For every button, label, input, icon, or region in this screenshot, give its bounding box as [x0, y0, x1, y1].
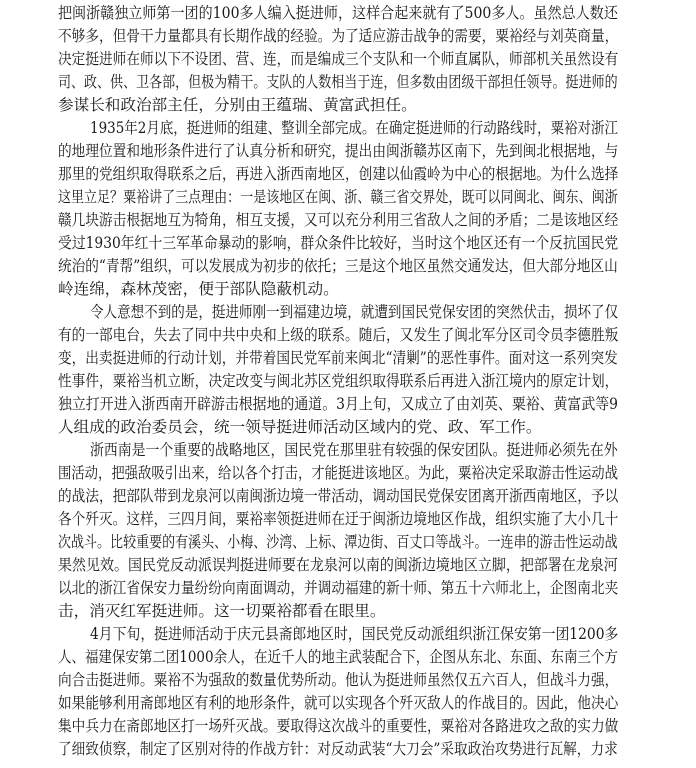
text-line: 司、政、供、卫各部，但极为精干。支队的人数相当于连，但多数由团级干部担任领导。挺进师的 — [58, 73, 618, 91]
text-line: 这里立足？粟裕讲了三点理由：一是该地区在闽、浙、赣三省交界处，既可以同闽北、闽东、闽浙 — [58, 188, 618, 206]
text-line: 以北的浙江省保安力量纷纷向南面调动，并调动福建的新十师、第五十六师北上，企图南北夹 — [58, 579, 619, 597]
text-line: 的地理位置和地形条件进行了认真分析和研究，提出由闽浙赣苏区南下，先到闽北根据地，与 — [58, 142, 619, 160]
text-line: 岭连绵，森林茂密，便于部队隐蔽机动。 — [58, 280, 339, 298]
text-line: 向合击挺进师。粟裕不为强敌的数量优势所动。他认为挺进师虽然仅五六百人，但战斗力强， — [58, 671, 619, 689]
text-line: 了细致侦察，制定了区别对待的作战方针：对反动武装“大刀会”采取政治攻势进行瓦解，力求 — [58, 740, 618, 758]
text-line: 的战法，把部队带到龙泉河以南闽浙边境一带活动，调动国民党保安团离开浙西南地区，予以 — [58, 487, 619, 505]
text-line: 4月下旬，挺进师活动于庆元县斋郎地区时，国民党反动派组织浙江保安第一团1200多 — [90, 625, 619, 643]
text-line: 独立打开进入浙西南开辟游击根据地的通道。3月上旬，又成立了由刘英、粟裕、黄富武等9 — [58, 395, 618, 413]
text-line: 受过1930年红十三军革命暴动的影响，群众条件比较好，当时这个地区还有一个反抗国民党 — [58, 234, 619, 252]
text-line: 次战斗。比较重要的有溪头、小梅、沙湾、上标、潭边街、百丈口等战斗。一连串的游击性运动战 — [58, 533, 618, 551]
text-line: 参谋长和政治部主任，分别由王蕴瑞、黄富武担任。 — [58, 96, 417, 114]
text-line: 不够多，但骨干力量都具有长期作战的经验。为了适应游击战争的需要，粟裕经与刘英商量， — [58, 27, 619, 45]
text-line: 人组成的政治委员会，统一领导挺进师活动区域内的党、政、军工作。 — [58, 418, 542, 436]
text-line: 有的一部电台，失去了同中共中央和上级的联系。随后，又发生了闽北军分区司令员李德胜叛 — [58, 326, 619, 344]
text-line: 击，消灭红军挺进师。这一切粟裕都看在眼里。 — [58, 602, 386, 620]
text-line: 1935年2月底，挺进师的组建、整训全部完成。在确定挺进师的行动路线时，粟裕对浙江 — [90, 119, 618, 137]
text-line: 性事件，粟裕当机立断，决定改变与闽北苏区党组织取得联系后再进入浙江境内的原定计划， — [58, 372, 619, 390]
text-line: 统治的“青帮”组织，可以发展成为初步的依托；三是这个地区虽然交通发达，但大部分地区山 — [58, 257, 618, 275]
text-line: 各个歼灭。这样，三四月间，粟裕率领挺进师在迂于闽浙边境地区作战，组织实施了大小几十 — [58, 510, 619, 528]
text-line: 围活动，把强敌吸引出来，给以各个打击，才能挺进该地区。为此，粟裕决定采取游击性运动战 — [58, 464, 618, 482]
text-line: 如果能够利用斋郎地区有利的地形条件，就可以实现各个歼灭敌人的作战目的。因此，他决心 — [58, 694, 619, 712]
text-line: 决定挺进师在师以下不设团、营、连，而是编成三个支队和一个师直属队，师部机关虽然设有 — [58, 50, 619, 68]
text-line: 人、福建保安第二团1000余人，在近千人的地主武装配合下，企图从东北、东面、东南三个方 — [58, 648, 618, 666]
text-line: 令人意想不到的是，挺进师刚一到福建边境，就遭到国民党保安团的突然伏击，损坏了仅 — [90, 303, 619, 321]
text-line: 浙西南是一个重要的战略地区，国民党在那里驻有较强的保安团队。挺进师必须先在外 — [90, 441, 618, 459]
text-line: 集中兵力在斋郎地区打一场歼灭战。要取得这次战斗的重要性，粟裕对各路进攻之敌的实力做 — [58, 717, 619, 735]
text-line: 果然见效。国民党反动派误判挺进师要在龙泉河以南的闽浙边境地区立脚，把部署在龙泉河 — [58, 556, 618, 574]
text-line: 变，出卖挺进师的行动计划，并带着国民党军前来闽北“清剿”的恶性事件。面对这一系列突发 — [58, 349, 618, 367]
text-line: 赣几块游击根据地互为犄角，相互支援，又可以充分利用三省敌人之间的矛盾；二是该地区经 — [58, 211, 619, 229]
text-line: 那里的党组织取得联系之后，再进入浙西南地区，创建以仙霞岭为中心的根据地。为什么选择 — [58, 165, 619, 183]
text-line: 把闽浙赣独立师第一团的100多人编入挺进师，这样合起来就有了500多人。虽然总人数还 — [58, 4, 618, 22]
